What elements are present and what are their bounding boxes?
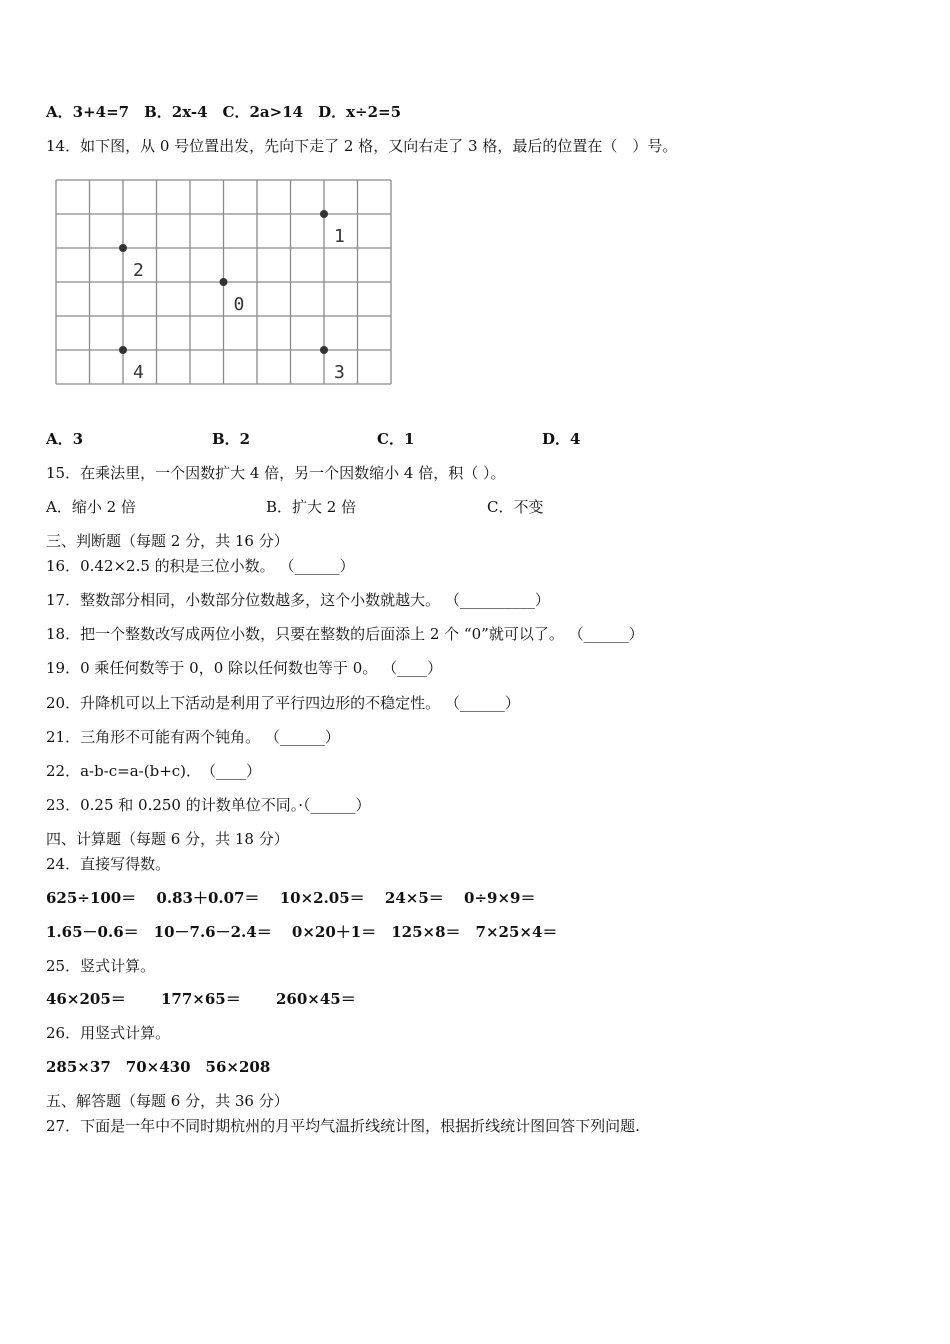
grid-point-label: 0 — [233, 294, 245, 315]
q15-option-c: C．不变 — [487, 498, 544, 516]
q14-option-c: C．1 — [377, 430, 415, 448]
q15-option-b: B．扩大 2 倍 — [266, 498, 357, 516]
section-4-heading: 四、计算题（每题 6 分，共 18 分） — [46, 830, 289, 848]
q26-row: 285×37 70×430 56×208 — [46, 1058, 271, 1076]
grid-point-1 — [320, 210, 328, 218]
grid-point-label: 3 — [334, 362, 345, 383]
q13-options: A．3+4=7 B．2x-4 C．2a>14 D．x÷2=5 — [46, 103, 402, 121]
q14-option-b: B．2 — [212, 430, 251, 448]
grid-point-3 — [320, 346, 328, 354]
q14-option-a: A．3 — [46, 430, 84, 448]
section-5-heading: 五、解答题（每题 6 分，共 36 分） — [46, 1092, 289, 1110]
q24-row-1: 625÷100＝ 0.83＋0.07＝ 10×2.05＝ 24×5＝ 0÷9×9＝ — [46, 889, 536, 907]
q23: 23．0.25 和 0.250 的计数单位不同。·（______） — [46, 796, 371, 814]
q25-row: 46×205＝ 177×65＝ 260×45＝ — [46, 990, 356, 1008]
q15-text: 15．在乘法里，一个因数扩大 4 倍，另一个因数缩小 4 倍，积（ ）。 — [46, 464, 506, 482]
q14-text: 14．如下图，从 0 号位置出发，先向下走了 2 格，又向右走了 3 格，最后的位置在（ ）号。 — [46, 137, 678, 155]
grid-point-label: 2 — [133, 260, 144, 281]
q24-row-2: 1.65－0.6＝ 10－7.6－2.4＝ 0×20＋1＝ 125×8＝ 7×25×4＝ — [46, 923, 558, 941]
q27: 27．下面是一年中不同时期杭州的月平均气温折线统计图，根据折线统计图回答下列问题. — [46, 1117, 640, 1135]
grid-point-0 — [220, 278, 228, 286]
q26-title: 26．用竖式计算。 — [46, 1024, 171, 1042]
q15-option-a: A．缩小 2 倍 — [46, 498, 136, 516]
q18: 18．把一个整数改写成两位小数，只要在整数的后面添上 2 个 “0”就可以了。 （______） — [46, 625, 644, 643]
grid-point-4 — [119, 346, 127, 354]
section-3-heading: 三、判断题（每题 2 分，共 16 分） — [46, 532, 289, 550]
q24-title: 24．直接写得数。 — [46, 855, 171, 873]
q20: 20．升降机可以上下活动是利用了平行四边形的不稳定性。 （______） — [46, 694, 520, 712]
q19: 19．0 乘任何数等于 0，0 除以任何数也等于 0。 （____） — [46, 659, 443, 677]
position-grid-figure — [50, 176, 396, 396]
grid-point-label: 4 — [133, 362, 144, 383]
q25-title: 25．竖式计算。 — [46, 957, 156, 975]
grid-point-label: 1 — [334, 226, 345, 247]
q16: 16．0.42×2.5 的积是三位小数。 （______） — [46, 557, 355, 575]
q14-option-d: D．4 — [542, 430, 581, 448]
q22: 22．a-b-c=a-(b+c)． （____） — [46, 762, 262, 780]
q17: 17．整数部分相同，小数部分位数越多，这个小数就越大。 （__________） — [46, 591, 550, 609]
grid-point-2 — [119, 244, 127, 252]
q21: 21．三角形不可能有两个钝角。 （______） — [46, 728, 340, 746]
